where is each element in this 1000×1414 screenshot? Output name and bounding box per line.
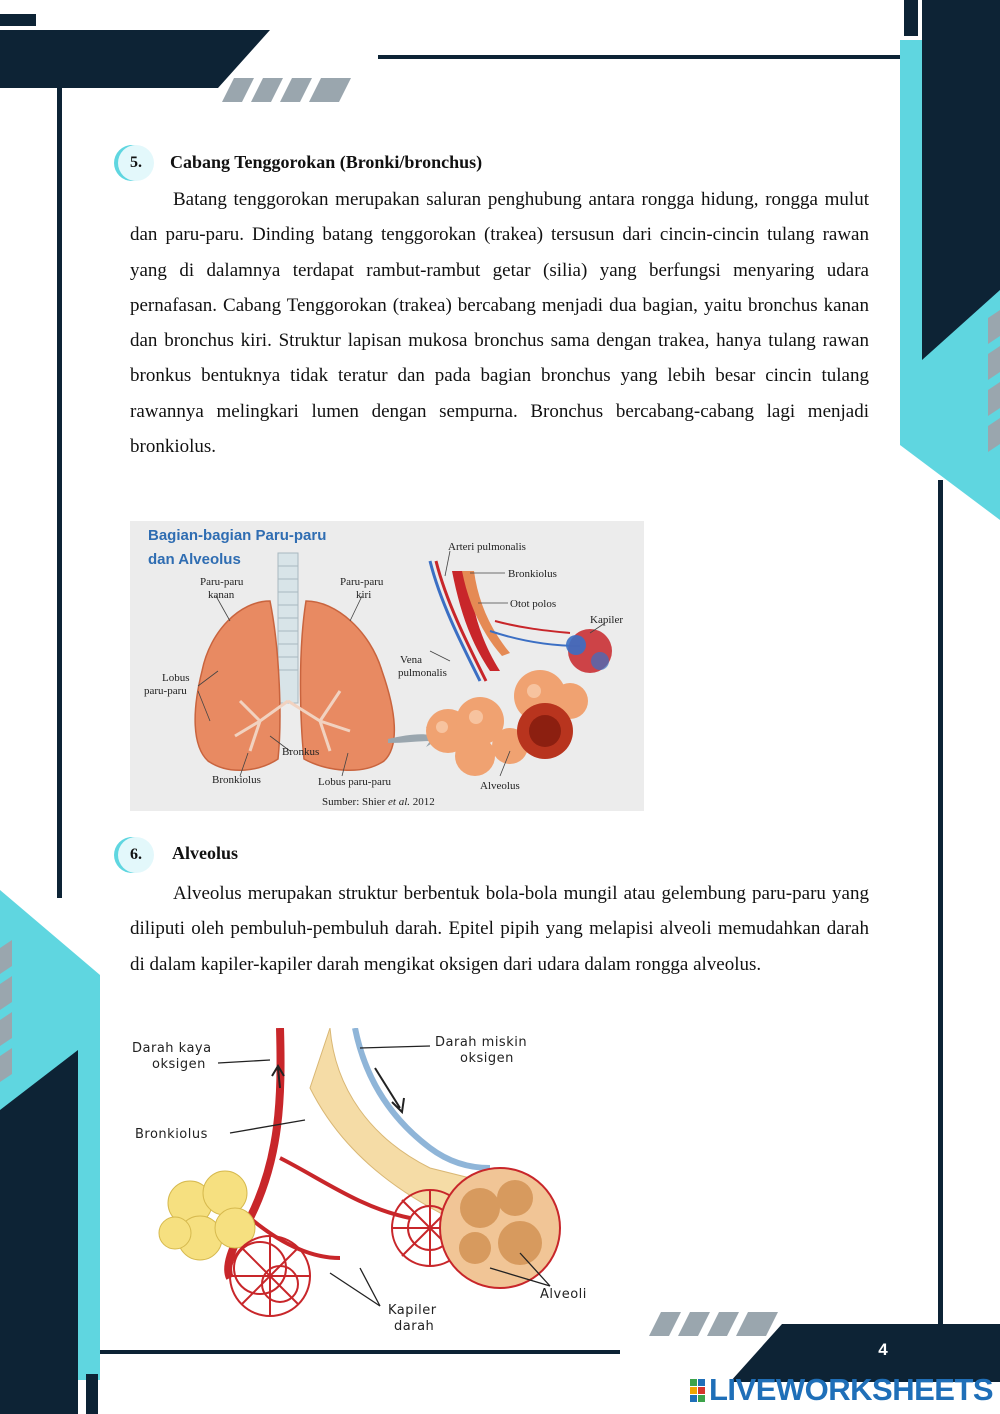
label-kapiler-2: darah bbox=[394, 1319, 435, 1334]
label-lobus-paru: Lobus paru-paru bbox=[318, 776, 392, 788]
label-otot: Otot polos bbox=[510, 598, 557, 610]
label-kapiler: Kapiler bbox=[590, 614, 623, 626]
figure-source: Sumber: Shier et al. 2012 bbox=[322, 796, 435, 808]
figure-title-line1: Bagian-bagian Paru-paru bbox=[148, 527, 327, 544]
label-paru-kanan-1: Paru-paru bbox=[200, 576, 244, 588]
section-6-title: Alveolus bbox=[172, 843, 239, 863]
label-bronkiolus-2: Bronkiolus bbox=[135, 1127, 208, 1142]
label-arteri: Arteri pulmonalis bbox=[448, 541, 526, 553]
capillary-mesh-left bbox=[230, 1236, 310, 1316]
label-paru-kiri-2: kiri bbox=[356, 589, 372, 601]
yellow-alveoli bbox=[159, 1171, 255, 1260]
section-5-paragraph: Batang tenggorokan merupakan saluran penghubung antara rongga hidung, rongga mulut dan paru-paru. Dinding batang tenggorokan (trakea) tersusun dari cincin-cincin tulang rawan yang di dalamnya terdapat rambut-rambut getar (silia) yang berfungsi menyaring udara pernafasan. Cabang Tenggorokan (trakea) bercabang menjadi dua bagian, yaitu bronchus kanan dan bronchus kiri. Struktur lapisan mukosa bronchus sama dengan trakea, hanya tulang rawan bronkus bentuknya tidak teratur dan pada bagian bronchus yang lebih besar cincin tulang rawannya melingkari lumen dengan sempurna. Bronchus bercabang-cabang lagi menjadi bronkiolus. bbox=[130, 189, 869, 458]
liveworksheets-logo-icon bbox=[690, 1379, 705, 1402]
alveolus-cluster-illustration bbox=[426, 561, 612, 776]
label-bronkiolus-right: Bronkiolus bbox=[508, 568, 557, 580]
label-paru-kiri-1: Paru-paru bbox=[340, 576, 384, 588]
lungs-figure bbox=[130, 521, 644, 811]
liveworksheets-text: LIVEWORKSHEETS bbox=[709, 1372, 994, 1407]
label-paru-kanan-2: kanan bbox=[208, 589, 235, 601]
section-6-number: 6. bbox=[118, 837, 154, 873]
label-darah-miskin-1: Darah miskin bbox=[435, 1035, 528, 1050]
top-left-banner bbox=[0, 30, 270, 88]
alveoli-figure bbox=[130, 1028, 610, 1338]
label-kapiler-1: Kapiler bbox=[388, 1303, 437, 1318]
label-darah-miskin-2: oksigen bbox=[460, 1051, 514, 1066]
label-lobus-1: Lobus bbox=[162, 672, 190, 684]
left-lung-shape bbox=[301, 601, 395, 770]
section-5-number: 5. bbox=[118, 145, 154, 181]
label-vena-1: Vena bbox=[400, 654, 422, 666]
label-bronkiolus: Bronkiolus bbox=[212, 774, 261, 786]
label-lobus-2: paru-paru bbox=[144, 685, 187, 697]
page-number: 4 bbox=[878, 1340, 888, 1359]
label-darah-kaya-1: Darah kaya bbox=[132, 1041, 212, 1056]
liveworksheets-watermark[interactable] bbox=[690, 1374, 993, 1406]
figure-title-line2: dan Alveolus bbox=[148, 551, 241, 568]
section-5-title: Cabang Tenggorokan (Bronki/bronchus) bbox=[170, 152, 483, 172]
right-lung-shape bbox=[195, 601, 280, 770]
trachea-illustration bbox=[278, 553, 298, 703]
label-alveolus: Alveolus bbox=[480, 780, 520, 792]
alveoli-sacs bbox=[440, 1168, 560, 1288]
label-darah-kaya-2: oksigen bbox=[152, 1057, 206, 1072]
label-bronkus: Bronkus bbox=[282, 746, 320, 758]
left-navy-panel bbox=[0, 1050, 78, 1414]
label-alveoli: Alveoli bbox=[540, 1287, 587, 1302]
top-left-tab bbox=[0, 14, 36, 26]
label-vena-2: pulmonalis bbox=[398, 667, 447, 679]
section-6-paragraph: Alveolus merupakan struktur berbentuk bola-bola mungil atau gelembung paru-paru yang diliputi oleh pembuluh-pembuluh darah. Epitel pipih yang melapisi alveoli memudahkan darah di dalam kapiler-kapiler darah mengikat oksigen dari udara dalam rongga alveolus. bbox=[130, 883, 869, 975]
bottom-stripes bbox=[649, 1312, 778, 1336]
top-stripes bbox=[222, 78, 351, 102]
